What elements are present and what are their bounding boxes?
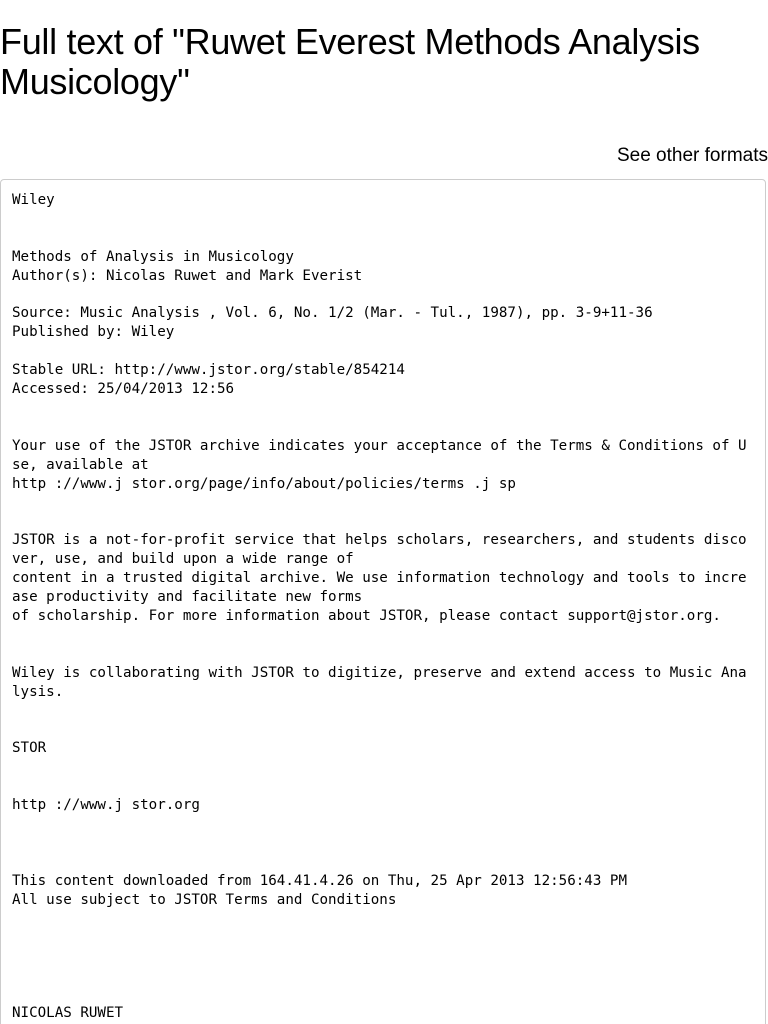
see-other-formats-link[interactable]: See other formats bbox=[616, 145, 768, 166]
full-text-body: Wiley Methods of Analysis in Musicology Author(s): Nicolas Ruwet and Mark Everist Source: Music Analysis , Vol. 6, No. 1/2 (Mar. - Tul., 1987), pp. 3-9+11-36 Published by: Wiley Stable URL: http://www.jstor.org/stable/854214 Accessed: 25/04/2013 12:56 Your use of the JSTOR archive indicates your acceptance of the Terms & Conditions of Use, available at http ://www.j stor.org/page/info/about/policies/terms .j sp JSTOR is a not-for-profit service that helps scholars, researchers, and students discover, use, and build upon a wide range of content in a trusted digital archive. We use information technology and tools to increase productivity and facilitate new forms of scholarship. For more information about JSTOR, please contact support@jstor.org. Wiley is collaborating with JSTOR to digitize, preserve and extend access to Music Analysis. STOR http ://www.j stor.org This content downloaded from 164.41.4.26 on Thu, 25 Apr 2013 12:56:43 PM All use subject to JSTOR Terms and Conditions NICOLAS RUWET bbox=[12, 192, 747, 1021]
full-text-container[interactable] bbox=[0, 179, 766, 1024]
page-title: Full text of "Ruwet Everest Methods Analysis Musicology" bbox=[0, 21, 700, 102]
